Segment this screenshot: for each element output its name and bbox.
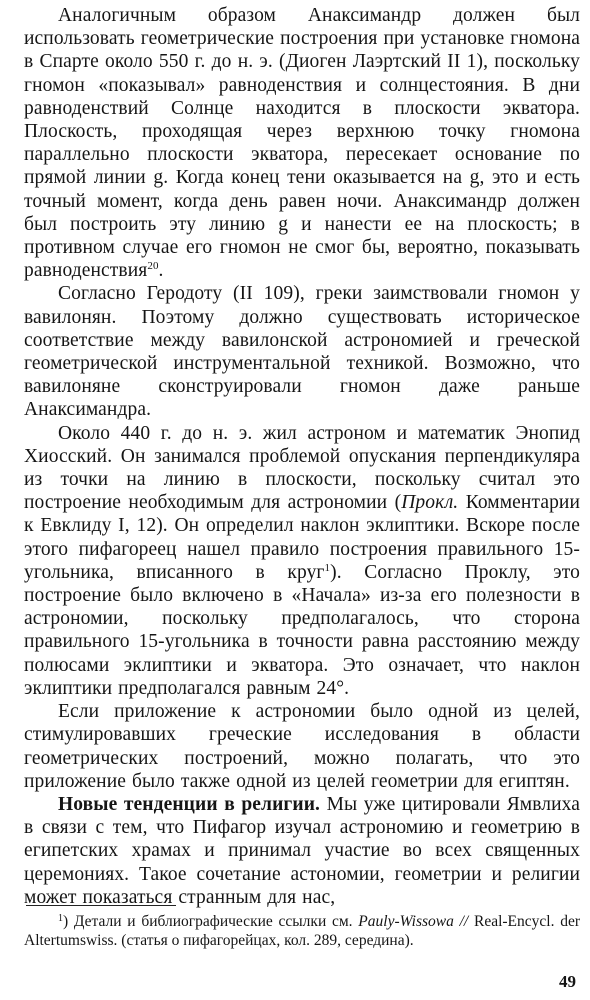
footnote-marker: 1 <box>324 561 331 574</box>
paragraph-text: . Согласно Проклу, это построение было включено в «Начала» из-за его полезности в астрономии, поскольку предполагалось, что сторона правильного 15-угольника в точности равна расстоянию между полюсами эклиптики и экватора. Это означает, что наклон эклиптики предполагался равным 24°. <box>24 561 580 699</box>
footnote-reference: Pauly-Wissowa // <box>358 913 469 930</box>
paragraph-text: Комментарии к Евклиду I, 12). Он определил наклон эклиптики. Вскоре после этого пифагореец нашел правило построения правильного 15-угольника, вписанного в круг <box>24 492 581 583</box>
paragraph-anaximander-gnomon: Аналогичным образом Анаксимандр должен был использовать геометрические построения при установке гномона в Спарте около 550 г. до н. э. (Диоген Лаэртский II 1), поскольку гномон «показывал» равноденствия и солнцестояния. В дни равноденствий Солнце находится в плоскости экватора. Плоскость, проходящая через верхнюю точку гномона параллельно плоскости экватора, пересекает основание по прямой линии g. Когда конец тени оказывается на g, это и есть точный момент, когда день равен ночи. Анаксимандр должен был построить эту линию g и нанести ее на плоскость; в противном случае его гномон не смог бы, вероятно, показывать равноденствия$^{20}$. <box>24 5 580 282</box>
endnote-marker: 20 <box>147 260 159 273</box>
footnote-number: 1 <box>58 913 63 924</box>
proclus-reference: Прокл. <box>401 492 459 514</box>
paragraph-religion <box>24 793 580 909</box>
paragraph-application <box>24 700 580 793</box>
footnote-text: ) Детали и библиографические ссылки см. <box>63 913 359 930</box>
paragraph-herodotus <box>24 282 580 421</box>
page-number: 49 <box>559 972 576 991</box>
paragraph-oenopides: Около 440 г. до н. э. жил астроном и математик Энопид Хиосский. Он занимался проблемой опускания перпендикуляра из точки на линию в плоскости, поскольку считал это построение необходимым для астрономии (Прокл. Комментарии к Евклиду I, 12). Он определил наклон эклиптики. Вскоре после этого пифагореец нашел правило построения правильного 15-угольника, вписанного в круг$^1$). Согласно Проклу, это построение было включено в «Начала» из-за его полезности в астрономии, поскольку предполагалось, что сторона правильного 15-угольника в точности равна расстоянию между полюсами эклиптики и экватора. Это означает, что наклон эклиптики предполагался равным 24°. <box>24 422 581 699</box>
paragraph-text: Около 440 г. до н. э. жил астроном и математик Энопид Хиосский. Он занимался проблемой опускания перпендикуляра из точки на линию в плоскости, поскольку считал это построение необходимым для астрономии ( <box>24 422 580 514</box>
paragraph-text: Согласно Геродоту (II 109), греки заимствовали гномон у вавилонян. Поэтому должно существовать историческое соответствие между вавилонской астрономией и греческой геометрической инструментальной техникой. Возможно, что вавилоняне сконструировали гномон даже раньше Анаксимандра. <box>24 283 580 421</box>
paragraph-text: Мы уже цитировали Ямвлиха в связи с тем, что Пифагор изучал астрономию и геометрию в египетских храмах и принимал участие во всех священных церемониях. Такое сочетание астономии, геометрии и религии может показаться странным для нас, <box>24 793 581 908</box>
footnote-divider <box>26 905 176 906</box>
footnote <box>24 912 580 950</box>
paragraph-text: Если приложение к астрономии было одной из целей, стимулировавших греческие исследования в области геометрических построений, можно полагать, что это приложение было также одной из целей геометрии для египтян. <box>24 701 580 792</box>
page-body <box>24 4 580 909</box>
section-heading: Новые тенденции в религии. <box>58 793 321 815</box>
footnote-text: Real-Encycl. der Altertumswiss. (статья о пифагорейцах, кол. 289, середина). <box>24 913 580 949</box>
paragraph-text: Аналогичным образом Анаксимандр должен был использовать геометрические построения при установке гномона в Спарте около 550 г. до н. э. (Диоген Лаэртский II 1), поскольку гномон «показывал» равноденствия и солнцестояния. В дни равноденствий Солнце находится в плоскости экватора. Плоскость, проходящая через верхнюю точку гномона параллельно плоскости экватора, пересекает основание по прямой линии g. Когда конец тени оказывается на g, это и есть точный момент, когда день равен ночи. Анаксимандр должен был построить эту линию g и нанести ее на плоскость; в противном случае его гномон не смог бы, вероятно, показывать равноденствия <box>24 5 580 282</box>
